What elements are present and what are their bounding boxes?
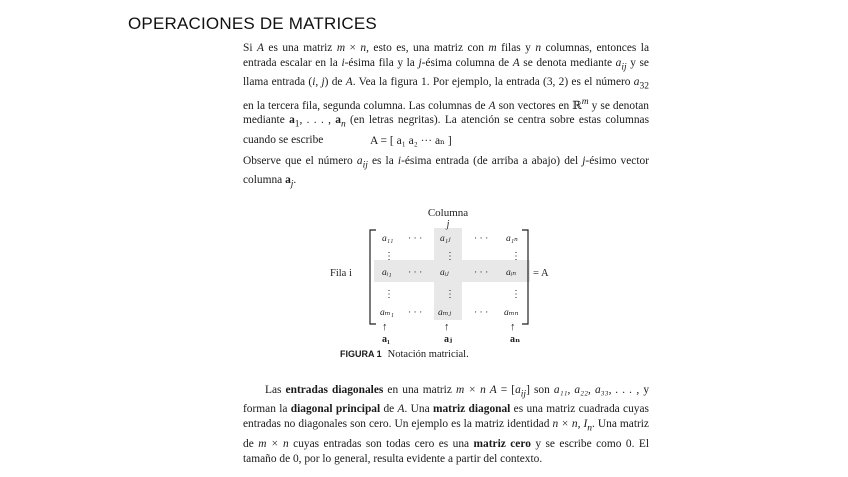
entry-a1n: a₁ₙ: [506, 234, 518, 244]
vdots: ⋮: [511, 251, 521, 262]
column-vector-an: aₙ: [510, 334, 521, 345]
paragraph-diagonal: Las entradas diagonales en una matriz m × n $A = [a_{ij}]$ son a₁₁, a₂₂, a₃₃, . . . , y forman la diagonal principal de A. Una matriz diagonal es una matriz cuadrada cuyas entradas no diagonales son cero. Un ejemplo es la matriz identidad n × n, $I_n$. Una matriz de m × n cuyas entradas son todas cero es una matriz cero y se escribe como 0. El tamaño de 0, por lo general, resulta evidente a partir del contexto.: [243, 384, 650, 465]
arrow-up-icon: ↑: [382, 321, 388, 333]
caption-label: FIGURA 1: [340, 349, 382, 359]
entry-ai1: aᵢ₁: [382, 268, 392, 278]
column-vector-a1: a₁: [382, 334, 390, 345]
arrow-up-icon: ↑: [510, 321, 516, 333]
hdots: · · ·: [474, 308, 489, 318]
entry-a11: a₁₁: [382, 234, 394, 244]
matrix-notation-figure: [330, 200, 590, 370]
hdots: · · ·: [474, 234, 489, 244]
row-label: Fila i: [330, 268, 352, 279]
entry-aij: aᵢⱼ: [440, 268, 449, 278]
entry-amj: aₘⱼ: [438, 308, 452, 318]
paragraph-entry-note: Observe que el número $a_{ij}$ es la i-ésima entrada (de arriba a abajo) del j-ésimo vector columna $a_j$.: [243, 155, 649, 190]
matrix-diagram: [330, 200, 590, 350]
column-label: Columna: [427, 207, 469, 219]
figure-caption: [340, 349, 469, 360]
vdots: ⋮: [445, 251, 455, 262]
column-equation: A = [ a₁ a₂ ··· aₙ ]: [370, 135, 452, 147]
hdots: · · ·: [408, 268, 423, 278]
section-title: OPERACIONES DE MATRICES: [128, 14, 377, 33]
column-vector-aj: aⱼ: [444, 334, 453, 345]
vdots: ⋮: [445, 289, 455, 300]
equals-a: = A: [533, 268, 549, 279]
arrow-up-icon: ↑: [444, 321, 450, 333]
entry-amn: aₘₙ: [504, 308, 519, 318]
hdots: · · ·: [474, 268, 489, 278]
entry-ain: aᵢₙ: [506, 268, 517, 278]
vdots: ⋮: [384, 251, 394, 262]
hdots: · · ·: [408, 234, 423, 244]
hdots: · · ·: [408, 308, 423, 318]
vdots: ⋮: [511, 289, 521, 300]
caption-text: Notación matricial.: [387, 349, 469, 360]
entry-a1j: a₁ⱼ: [440, 234, 451, 244]
vdots: ⋮: [384, 289, 394, 300]
entry-am1: aₘ₁: [380, 308, 394, 318]
paragraph-definition: Si A es una matriz m × n, esto es, una matriz con m filas y n columnas, entonces la entrada escalar en la i-ésima fila y la j-ésima columna de A se denota mediante $a_{ij}$ y se llama entrada (i, j) de A. Vea la figura 1. Por ejemplo, la entrada (3, 2) es el número $a_{32}$ en la tercera fila, segunda columna. Las columnas de A son vectores en ℝ$^m$ y se denotan mediante $a_1$, . . . , $a_n$ (en letras negritas). La atención se centra sobre estas columnas cuando se escribe: [243, 42, 650, 146]
column-index: j: [446, 219, 450, 230]
